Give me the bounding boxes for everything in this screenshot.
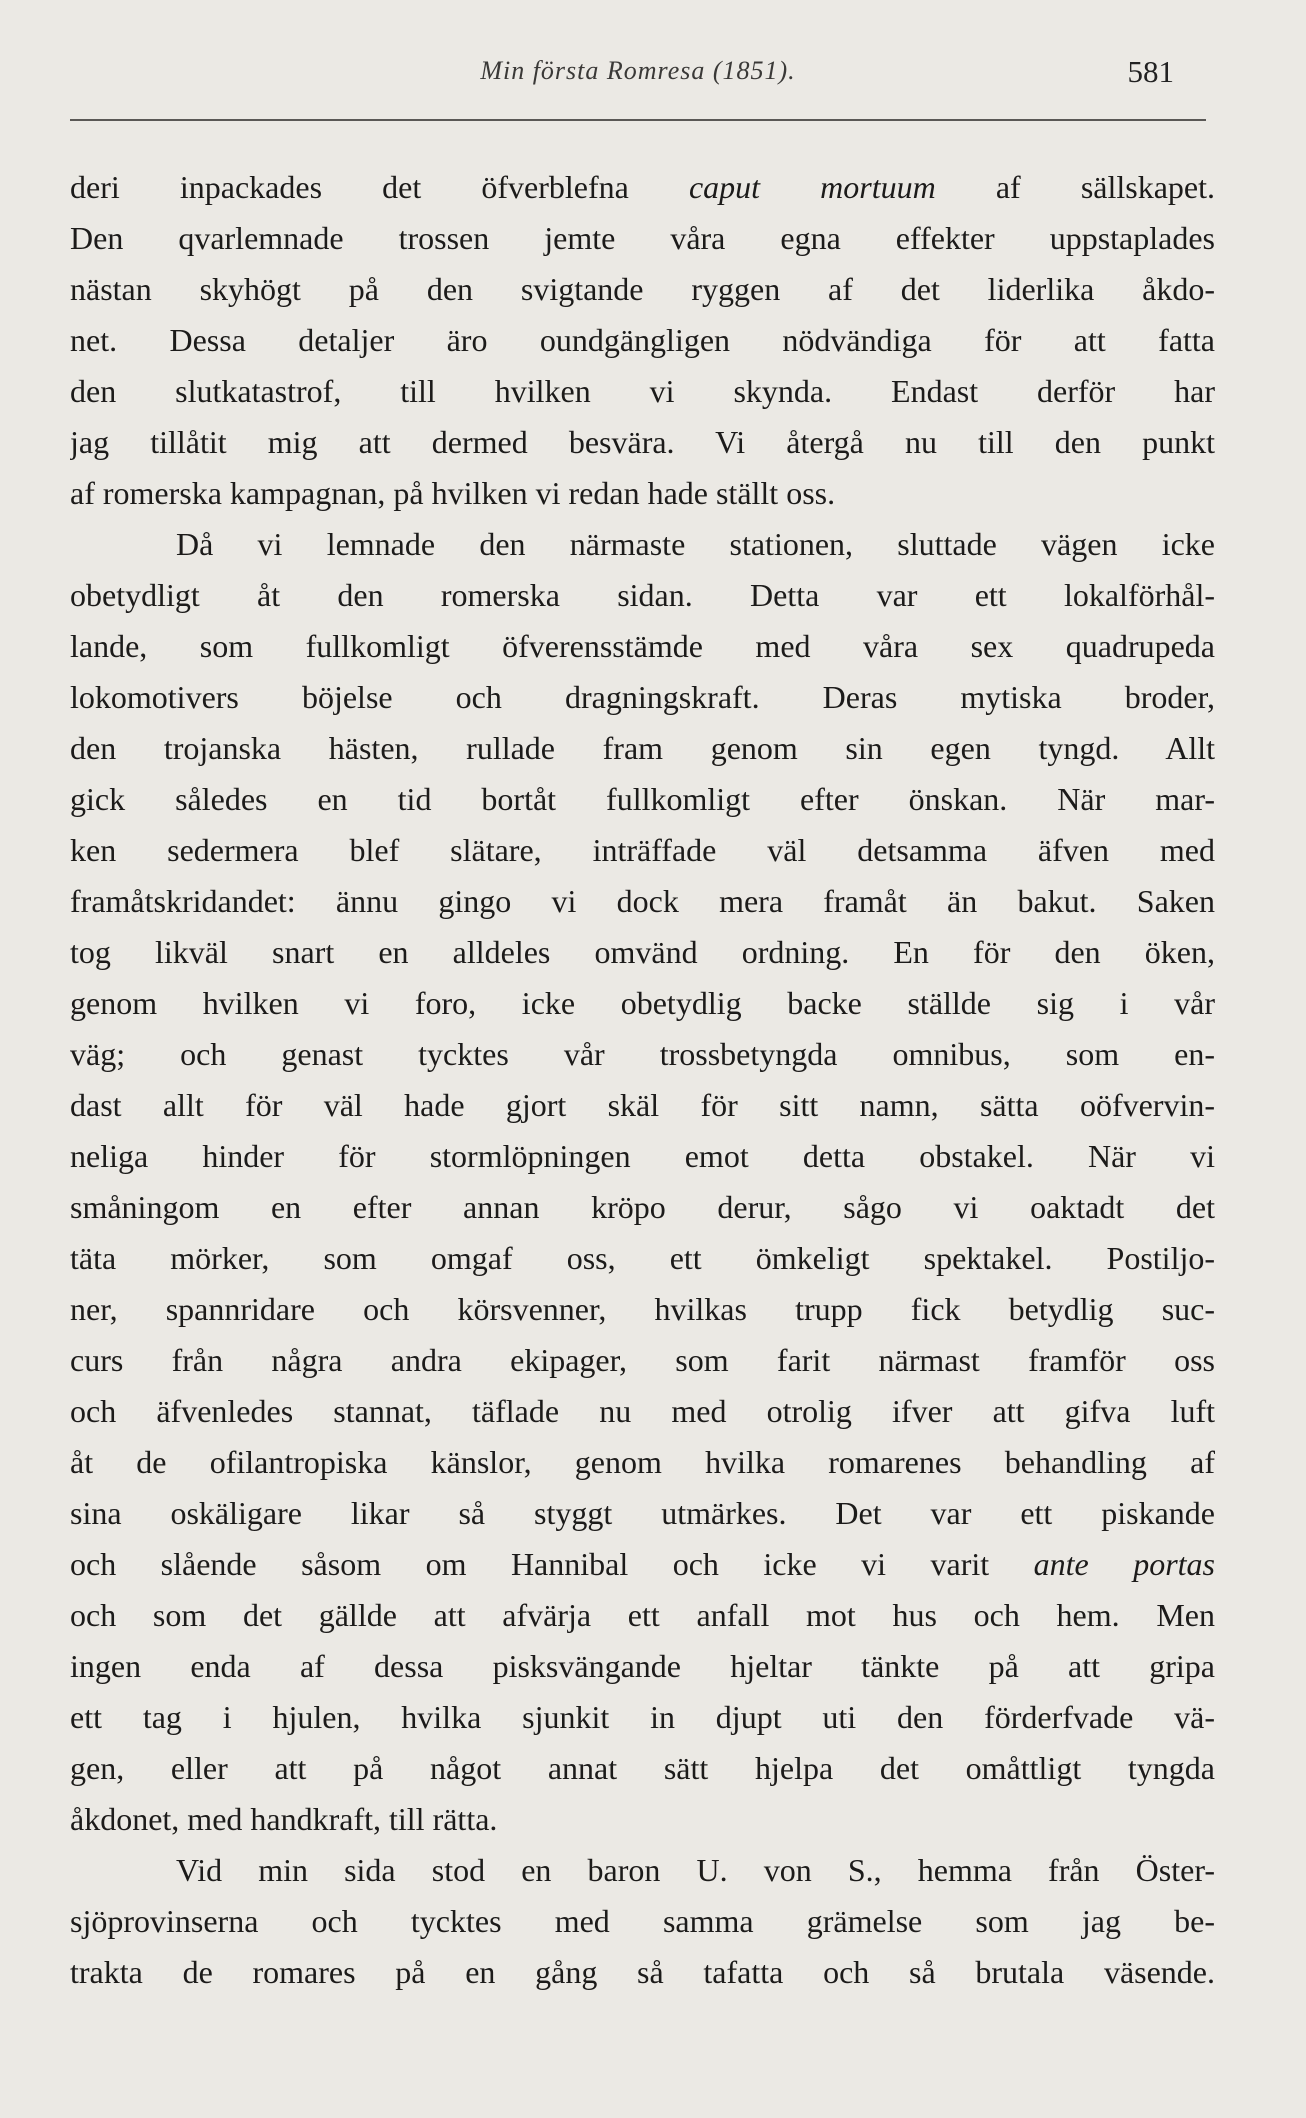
text-line: ingen enda af dessa pisksvängande hjeltar tänkte på att gripa (70, 1648, 1215, 1684)
text-line: åkdonet, med handkraft, till rätta. (70, 1801, 498, 1837)
text-line: jag tillåtit mig att dermed besvära. Vi återgå nu till den punkt (70, 424, 1215, 460)
text-line: täta mörker, som omgaf oss, ett ömkeligt spektakel. Postiljo- (70, 1240, 1215, 1276)
text-line: net. Dessa detaljer äro oundgängligen nödvändiga för att fatta (70, 322, 1215, 358)
text-line: ett tag i hjulen, hvilka sjunkit in djupt uti den förderfvade vä- (70, 1699, 1215, 1735)
text-line: nästan skyhögt på den svigtande ryggen af det liderlika åkdo- (70, 271, 1215, 307)
text-line: ner, spannridare och körsvenner, hvilkas trupp fick betydlig suc- (70, 1291, 1215, 1327)
text-line: tog likväl snart en alldeles omvänd ordning. En för den öken, (70, 934, 1215, 970)
text-line: obetydligt åt den romerska sidan. Detta var ett lokalförhål- (70, 577, 1215, 613)
text-line: gick således en tid bortåt fullkomligt efter önskan. När mar- (70, 781, 1215, 817)
text-line: åt de ofilantropiska känslor, genom hvilka romarenes behandling af (70, 1444, 1215, 1480)
paragraph-start-line: Vid min sida stod en baron U. von S., hemma från Öster- (176, 1852, 1215, 1888)
text-line: neliga hinder för stormlöpningen emot detta obstakel. När vi (70, 1138, 1215, 1174)
text-line: och slående såsom om Hannibal och icke vi varit ante portas (70, 1546, 1215, 1582)
text-line: gen, eller att på något annat sätt hjelpa det omåttligt tyngda (70, 1750, 1215, 1786)
text-line: väg; och genast tycktes vår trossbetyngda omnibus, som en- (70, 1036, 1215, 1072)
text-line: sina oskäligare likar så styggt utmärkes. Det var ett piskande (70, 1495, 1215, 1531)
text-line: framåtskridandet: ännu gingo vi dock mera framåt än bakut. Saken (70, 883, 1215, 919)
text-line: af romerska kampagnan, på hvilken vi redan hade ställt oss. (70, 475, 836, 511)
text-line: Den qvarlemnade trossen jemte våra egna effekter uppstaplades (70, 220, 1215, 256)
page-header (70, 56, 1206, 106)
text-line: småningom en efter annan kröpo derur, sågo vi oaktadt det (70, 1189, 1215, 1225)
running-title: Min första Romresa (1851). (480, 56, 796, 85)
text-line: deri inpackades det öfverblefna caput mortuum af sällskapet. (70, 169, 1215, 205)
text-line: lande, som fullkomligt öfverensstämde med våra sex quadrupeda (70, 628, 1215, 664)
text-line: dast allt för väl hade gjort skäl för sitt namn, sätta oöfvervin- (70, 1087, 1215, 1123)
text-line: sjöprovinserna och tycktes med samma grämelse som jag be- (70, 1903, 1215, 1939)
text-line: genom hvilken vi foro, icke obetydlig backe ställde sig i vår (70, 985, 1215, 1021)
paragraph-start-line: Då vi lemnade den närmaste stationen, sluttade vägen icke (176, 526, 1215, 562)
text-line: lokomotivers böjelse och dragningskraft. Deras mytiska broder, (70, 679, 1215, 715)
text-line: trakta de romares på en gång så tafatta och så brutala väsende. (70, 1954, 1215, 1990)
page-number: 581 (1127, 54, 1174, 89)
header-rule (70, 119, 1206, 121)
text-line: curs från några andra ekipager, som farit närmast framför oss (70, 1342, 1215, 1378)
text-line: och äfvenledes stannat, täflade nu med otrolig ifver att gifva luft (70, 1393, 1215, 1429)
body-text (70, 162, 1215, 1998)
text-line: den trojanska hästen, rullade fram genom sin egen tyngd. Allt (70, 730, 1215, 766)
text-line: den slutkatastrof, till hvilken vi skynda. Endast derför har (70, 373, 1215, 409)
text-line: och som det gällde att afvärja ett anfall mot hus och hem. Men (70, 1597, 1215, 1633)
text-line: ken sedermera blef slätare, inträffade väl detsamma äfven med (70, 832, 1215, 868)
